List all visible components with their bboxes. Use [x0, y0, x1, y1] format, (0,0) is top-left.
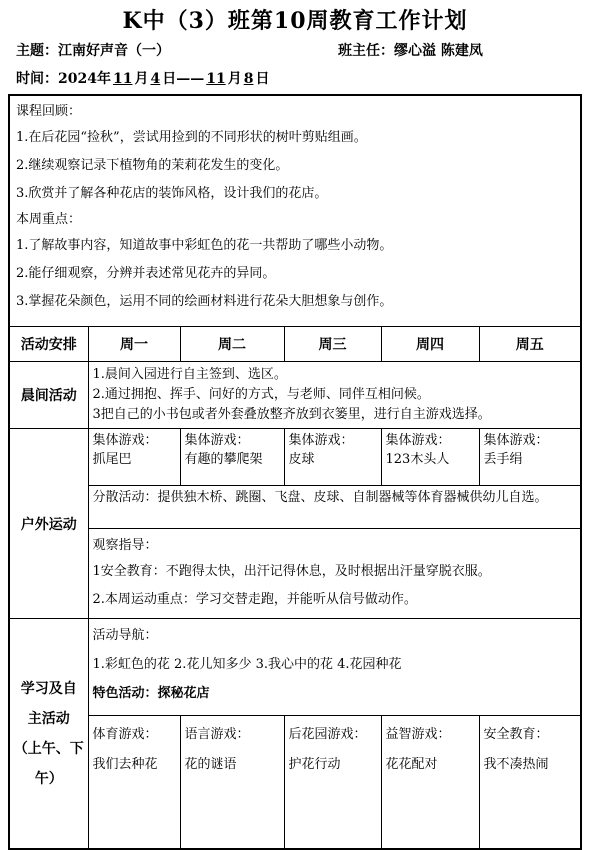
area-title: 安全教育： — [483, 727, 549, 742]
review-item: 3.欣赏并了解各种花店的装饰风格，设计我们的花店。 — [16, 186, 328, 201]
header-day: 周五 — [479, 327, 581, 362]
area-name: 我不凑热闹 — [483, 757, 549, 772]
day-dash: 日—— — [162, 71, 205, 87]
focus-item: 3.掌握花朵颜色，运用不同的绘画材料进行花朵大胆想象与创作。 — [16, 294, 393, 309]
outdoor-game — [180, 429, 284, 486]
game-title: 集体游戏： — [288, 433, 354, 448]
morning-item: 1.晨间入园进行自主签到、选区。 — [92, 367, 287, 382]
game-name: 有趣的攀爬架 — [184, 452, 263, 467]
game-name: 123木头人 — [385, 452, 450, 467]
special-activity: 特色活动：探秘花店 — [92, 686, 210, 701]
teacher-label: 班主任： — [338, 43, 394, 59]
period-year: 2024年 — [58, 71, 111, 87]
teacher-value: 缪心溢 陈建凤 — [394, 43, 483, 59]
theme-label: 主题： — [16, 43, 58, 59]
month-char: 月 — [134, 71, 149, 87]
guide-item: 2.本周运动重点：学习交替走跑，并能听从信号做动作。 — [92, 592, 417, 607]
review-heading: 课程回顾： — [16, 104, 82, 119]
end-day: 8 — [243, 71, 254, 87]
start-day: 4 — [150, 71, 161, 87]
theme-row — [16, 40, 170, 60]
guide-heading: 观察指导： — [92, 538, 158, 553]
area-name: 花花配对 — [385, 757, 438, 772]
outdoor-game — [479, 429, 581, 486]
study-areas-row — [9, 716, 581, 850]
end-month: 11 — [206, 71, 226, 87]
area-name: 花的谜语 — [184, 757, 237, 772]
start-month: 11 — [112, 71, 133, 87]
study-area — [381, 716, 479, 850]
area-title: 后花园游戏： — [288, 727, 367, 742]
teacher-row — [338, 40, 483, 60]
page-title: K中（3）班第10周教育工作计划 — [122, 8, 468, 34]
month-char: 月 — [227, 71, 242, 87]
nav-heading: 活动导航： — [92, 628, 158, 643]
theme-value: 江南好声音（一） — [58, 43, 170, 59]
scattered-activity: 分散活动：提供独木桥、跳圈、飞盘、皮球、自制器械等体育器械供幼儿自选。 — [88, 486, 581, 529]
outdoor-guide-row — [9, 529, 581, 619]
game-name: 抓尾巴 — [92, 452, 132, 467]
header-day: 周二 — [180, 327, 284, 362]
header-day: 周四 — [381, 327, 479, 362]
area-title: 语言游戏： — [184, 727, 250, 742]
review-item: 2.继续观察记录下植物角的茉莉花发生的变化。 — [16, 158, 289, 173]
header-day: 周三 — [284, 327, 381, 362]
study-label — [9, 619, 88, 850]
outdoor-game — [284, 429, 381, 486]
morning-item: 2.通过拥抱、挥手、问好的方式，与老师、同伴互相问候。 — [92, 387, 430, 402]
header-day: 周一 — [88, 327, 180, 362]
area-title: 益智游戏： — [385, 727, 451, 742]
study-label-line: 学习及自 — [20, 680, 77, 697]
study-area — [88, 716, 180, 850]
header-row — [9, 327, 581, 362]
study-area — [284, 716, 381, 850]
area-title: 体育游戏： — [92, 727, 158, 742]
game-name: 丢手绢 — [483, 452, 523, 467]
game-name: 皮球 — [288, 452, 315, 467]
study-label-line: （上午、下 — [13, 740, 84, 757]
plan-table — [8, 94, 582, 850]
focus-item: 1.了解故事内容，知道故事中彩虹色的花一共帮助了哪些小动物。 — [16, 238, 393, 253]
header-activity: 活动安排 — [9, 327, 88, 362]
period-row — [16, 68, 269, 88]
outdoor-game — [88, 429, 180, 486]
nav-items: 1.彩虹色的花 2.花儿知多少 3.我心中的花 4.花园种花 — [92, 657, 402, 672]
study-label-line: 午） — [34, 770, 63, 787]
study-area — [479, 716, 581, 850]
review-row — [9, 95, 581, 327]
game-title: 集体游戏： — [184, 433, 250, 448]
focus-item: 2.能仔细观察，分辨并表述常见花卉的异同。 — [16, 266, 276, 281]
day-char: 日 — [255, 71, 270, 87]
area-name: 我们去种花 — [92, 757, 158, 772]
outdoor-games-row — [9, 429, 581, 486]
game-title: 集体游戏： — [385, 433, 451, 448]
morning-label: 晨间活动 — [9, 362, 88, 429]
morning-row — [9, 362, 581, 429]
morning-item: 3把自己的小书包或者外套叠放整齐放到衣篓里，进行自主游戏选择。 — [92, 407, 491, 422]
study-area — [180, 716, 284, 850]
focus-heading: 本周重点： — [16, 212, 82, 227]
period-label: 时间： — [16, 71, 58, 87]
game-title: 集体游戏： — [483, 433, 549, 448]
review-item: 1.在后花园“捡秋”，尝试用捡到的不同形状的树叶剪贴组画。 — [16, 130, 367, 145]
game-title: 集体游戏： — [92, 433, 158, 448]
guide-item: 1安全教育：不跑得太快，出汗记得休息，及时根据出汗量穿脱衣服。 — [92, 564, 491, 579]
outdoor-label: 户外运动 — [9, 429, 88, 619]
study-label-line: 主活动 — [27, 710, 70, 727]
outdoor-scattered-row — [9, 486, 581, 529]
outdoor-game — [381, 429, 479, 486]
area-name: 护花行动 — [288, 757, 341, 772]
study-nav-row — [9, 619, 581, 716]
